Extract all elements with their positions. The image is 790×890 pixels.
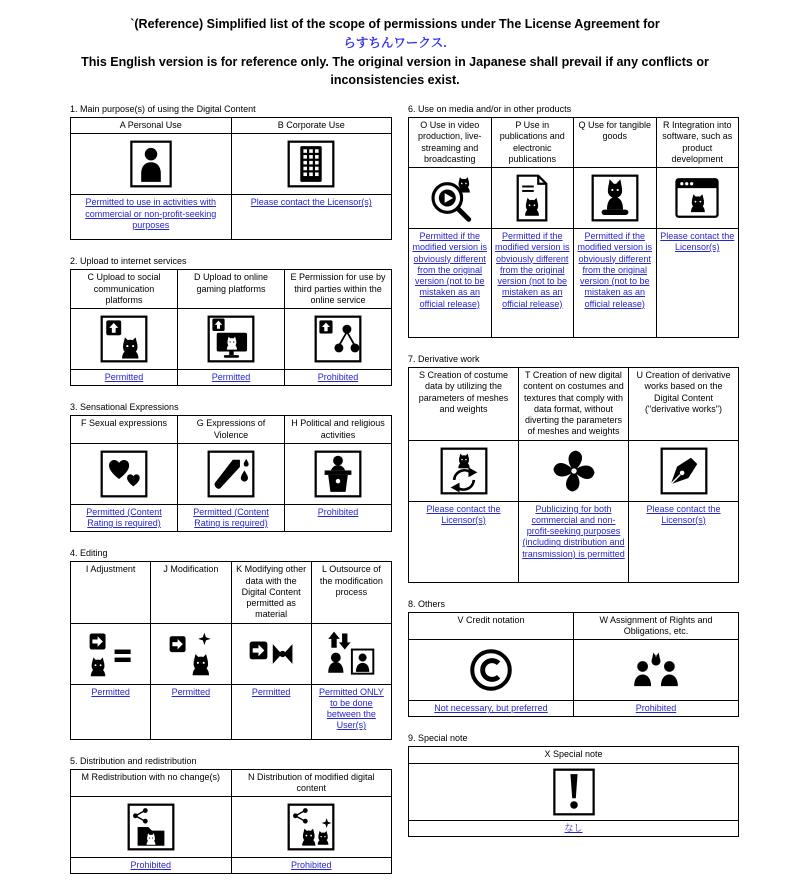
media-use-table bbox=[408, 117, 739, 338]
violence-knife-icon bbox=[206, 449, 256, 499]
cell-result: Please contact the Licensor(s) bbox=[231, 195, 392, 240]
derivative-table bbox=[408, 367, 739, 583]
derivative-pen-icon bbox=[659, 446, 709, 496]
cell-result: Please contact the Licensor(s) bbox=[409, 501, 519, 582]
cell-header: N Distribution of modified digital content bbox=[231, 769, 392, 797]
cell-header: T Creation of new digital content on costumes and textures that comply with data format, without diverting the parameters of meshes and weights bbox=[519, 368, 629, 441]
cell-header: X Special note bbox=[409, 747, 739, 763]
cell-header: F Sexual expressions bbox=[71, 416, 178, 444]
section-heading: 3. Sensational Expressions bbox=[70, 402, 179, 413]
icon-cell bbox=[285, 443, 392, 504]
upload-table bbox=[70, 269, 392, 386]
distribution-table bbox=[70, 769, 392, 875]
cell-result: Please contact the Licensor(s) bbox=[656, 229, 739, 338]
icon-cell bbox=[71, 797, 232, 858]
video-production-icon bbox=[425, 173, 475, 223]
icon-cell bbox=[409, 440, 519, 501]
redistribution-icon bbox=[126, 802, 176, 852]
icon-cell bbox=[656, 168, 739, 229]
cell-result: Prohibited bbox=[285, 504, 392, 532]
cell-result: Permitted (Content Rating is required) bbox=[178, 504, 285, 532]
cell-header: O Use in video production, live-streaming and broadcasting bbox=[409, 118, 492, 168]
hearts-icon bbox=[99, 449, 149, 499]
cell-result: Permitted if the modified version is obviously different from the original version (not to be mistaken as an official release) bbox=[409, 229, 492, 338]
section-heading: 9. Special note bbox=[408, 733, 468, 744]
cell-result: Not necessary, but preferred bbox=[409, 701, 574, 717]
section-others bbox=[408, 599, 739, 718]
doc-title-line1: `(Reference) Simplified list of the scope of permissions under The License Agreement for bbox=[130, 17, 660, 31]
icon-cell bbox=[519, 440, 629, 501]
cell-header: I Adjustment bbox=[71, 562, 151, 623]
cell-header: S Creation of costume data by utilizing the parameters of meshes and weights bbox=[409, 368, 519, 441]
cell-header: E Permission for use by third parties within the online service bbox=[285, 270, 392, 309]
sensational-table bbox=[70, 415, 392, 532]
exclamation-icon bbox=[549, 767, 599, 817]
cell-result: Permitted (Content Rating is required) bbox=[71, 504, 178, 532]
cell-header: J Modification bbox=[151, 562, 231, 623]
outsource-icon bbox=[326, 629, 376, 679]
main-purpose-table bbox=[70, 117, 392, 240]
icon-cell bbox=[151, 623, 231, 684]
section-heading: 4. Editing bbox=[70, 548, 108, 559]
copyright-icon bbox=[466, 645, 516, 695]
cell-result: Permitted to use in activities with commercial or non-profit-seeking purposes bbox=[71, 195, 232, 240]
cell-result: Prohibited bbox=[285, 370, 392, 386]
right-column bbox=[408, 104, 739, 890]
upload-social-icon bbox=[99, 314, 149, 364]
icon-cell bbox=[71, 309, 178, 370]
icon-cell bbox=[71, 443, 178, 504]
cell-header: K Modifying other data with the Digital Content permitted as material bbox=[231, 562, 311, 623]
icon-cell bbox=[409, 763, 739, 820]
assignment-icon bbox=[631, 645, 681, 695]
section-editing bbox=[70, 548, 392, 739]
cell-header: A Personal Use bbox=[71, 118, 232, 134]
special-note-table bbox=[408, 746, 739, 837]
content-columns bbox=[0, 90, 790, 890]
cell-result: Publicizing for both commercial and non-profit-seeking purposes (including distribution and transmission) is permitted bbox=[519, 501, 629, 582]
icon-cell bbox=[71, 623, 151, 684]
editing-table bbox=[70, 561, 392, 739]
icon-cell bbox=[285, 309, 392, 370]
cell-header: R Integration into software, such as product development bbox=[656, 118, 739, 168]
section-distribution bbox=[70, 756, 392, 875]
icon-cell bbox=[311, 623, 391, 684]
section-heading: 8. Others bbox=[408, 598, 446, 609]
cell-result: Permitted bbox=[151, 684, 231, 739]
icon-cell bbox=[178, 443, 285, 504]
cell-header: Q Use for tangible goods bbox=[574, 118, 657, 168]
cell-header: H Political and religious activities bbox=[285, 416, 392, 444]
modification-icon bbox=[166, 629, 216, 679]
cell-header: V Credit notation bbox=[409, 612, 574, 640]
icon-cell bbox=[231, 623, 311, 684]
cell-header: W Assignment of Rights and Obligations, etc. bbox=[574, 612, 739, 640]
section-heading: 5. Distribution and redistribution bbox=[70, 755, 197, 766]
cell-header: P Use in publications and electronic publications bbox=[491, 118, 574, 168]
icon-cell bbox=[231, 797, 392, 858]
modify-other-data-icon bbox=[246, 629, 296, 679]
section-special-note bbox=[408, 733, 739, 837]
left-column bbox=[70, 104, 392, 890]
section-heading: 1. Main purpose(s) of using the Digital Content bbox=[70, 104, 256, 114]
cell-header: L Outsource of the modification process bbox=[311, 562, 391, 623]
icon-cell bbox=[409, 168, 492, 229]
icon-cell bbox=[574, 168, 657, 229]
icon-cell bbox=[629, 440, 739, 501]
building-icon bbox=[286, 139, 336, 189]
adjustment-icon bbox=[86, 629, 136, 679]
cell-header: M Redistribution with no change(s) bbox=[71, 769, 232, 797]
podium-icon bbox=[313, 449, 363, 499]
others-table bbox=[408, 612, 739, 718]
costume-creation-icon bbox=[549, 446, 599, 496]
icon-cell bbox=[574, 640, 739, 701]
section-heading: 6. Use on media and/or in other products bbox=[408, 104, 572, 114]
section-main-purpose bbox=[70, 104, 392, 240]
cell-result: Please contact the Licensor(s) bbox=[629, 501, 739, 582]
third-party-icon bbox=[313, 314, 363, 364]
costume-data-icon bbox=[439, 446, 489, 496]
upload-gaming-icon bbox=[206, 314, 256, 364]
section-upload bbox=[70, 256, 392, 386]
cell-result: Permitted if the modified version is obviously different from the original version (not to be mistaken as an official release) bbox=[491, 229, 574, 338]
cell-result: Permitted if the modified version is obviously different from the original version (not to be mistaken as an official release) bbox=[574, 229, 657, 338]
section-heading: 7. Derivative work bbox=[408, 354, 480, 364]
section-heading: 2. Upload to internet services bbox=[70, 256, 187, 267]
publication-icon bbox=[507, 173, 557, 223]
cell-result: Permitted ONLY to be done between the User(s) bbox=[311, 684, 391, 739]
doc-title bbox=[0, 0, 790, 90]
cell-result: なし bbox=[409, 820, 739, 836]
cell-header: C Upload to social communication platforms bbox=[71, 270, 178, 309]
cell-header: B Corporate Use bbox=[231, 118, 392, 134]
icon-cell bbox=[178, 309, 285, 370]
cell-header: D Upload to online gaming platforms bbox=[178, 270, 285, 309]
icon-cell bbox=[491, 168, 574, 229]
modified-distribution-icon bbox=[286, 802, 336, 852]
cell-result: Permitted bbox=[71, 684, 151, 739]
doc-title-work-name: らすちんワークス. bbox=[343, 35, 447, 50]
person-icon bbox=[126, 139, 176, 189]
icon-cell bbox=[409, 640, 574, 701]
icon-cell bbox=[231, 134, 392, 195]
cell-result: Permitted bbox=[231, 684, 311, 739]
software-icon bbox=[672, 173, 722, 223]
cell-result: Prohibited bbox=[231, 858, 392, 874]
cell-header: G Expressions of Violence bbox=[178, 416, 285, 444]
tangible-goods-icon bbox=[590, 173, 640, 223]
section-media-use bbox=[408, 104, 739, 338]
cell-result: Permitted bbox=[71, 370, 178, 386]
cell-result: Permitted bbox=[178, 370, 285, 386]
section-derivative bbox=[408, 354, 739, 583]
cell-result: Prohibited bbox=[574, 701, 739, 717]
cell-result: Prohibited bbox=[71, 858, 232, 874]
doc-title-disclaimer: This English version is for reference only. The original version in Japanese shall prevail if any conflicts or inconsistencies exist. bbox=[81, 54, 709, 88]
cell-header: U Creation of derivative works based on the Digital Content ("derivative works") bbox=[629, 368, 739, 441]
icon-cell bbox=[71, 134, 232, 195]
section-sensational bbox=[70, 402, 392, 532]
